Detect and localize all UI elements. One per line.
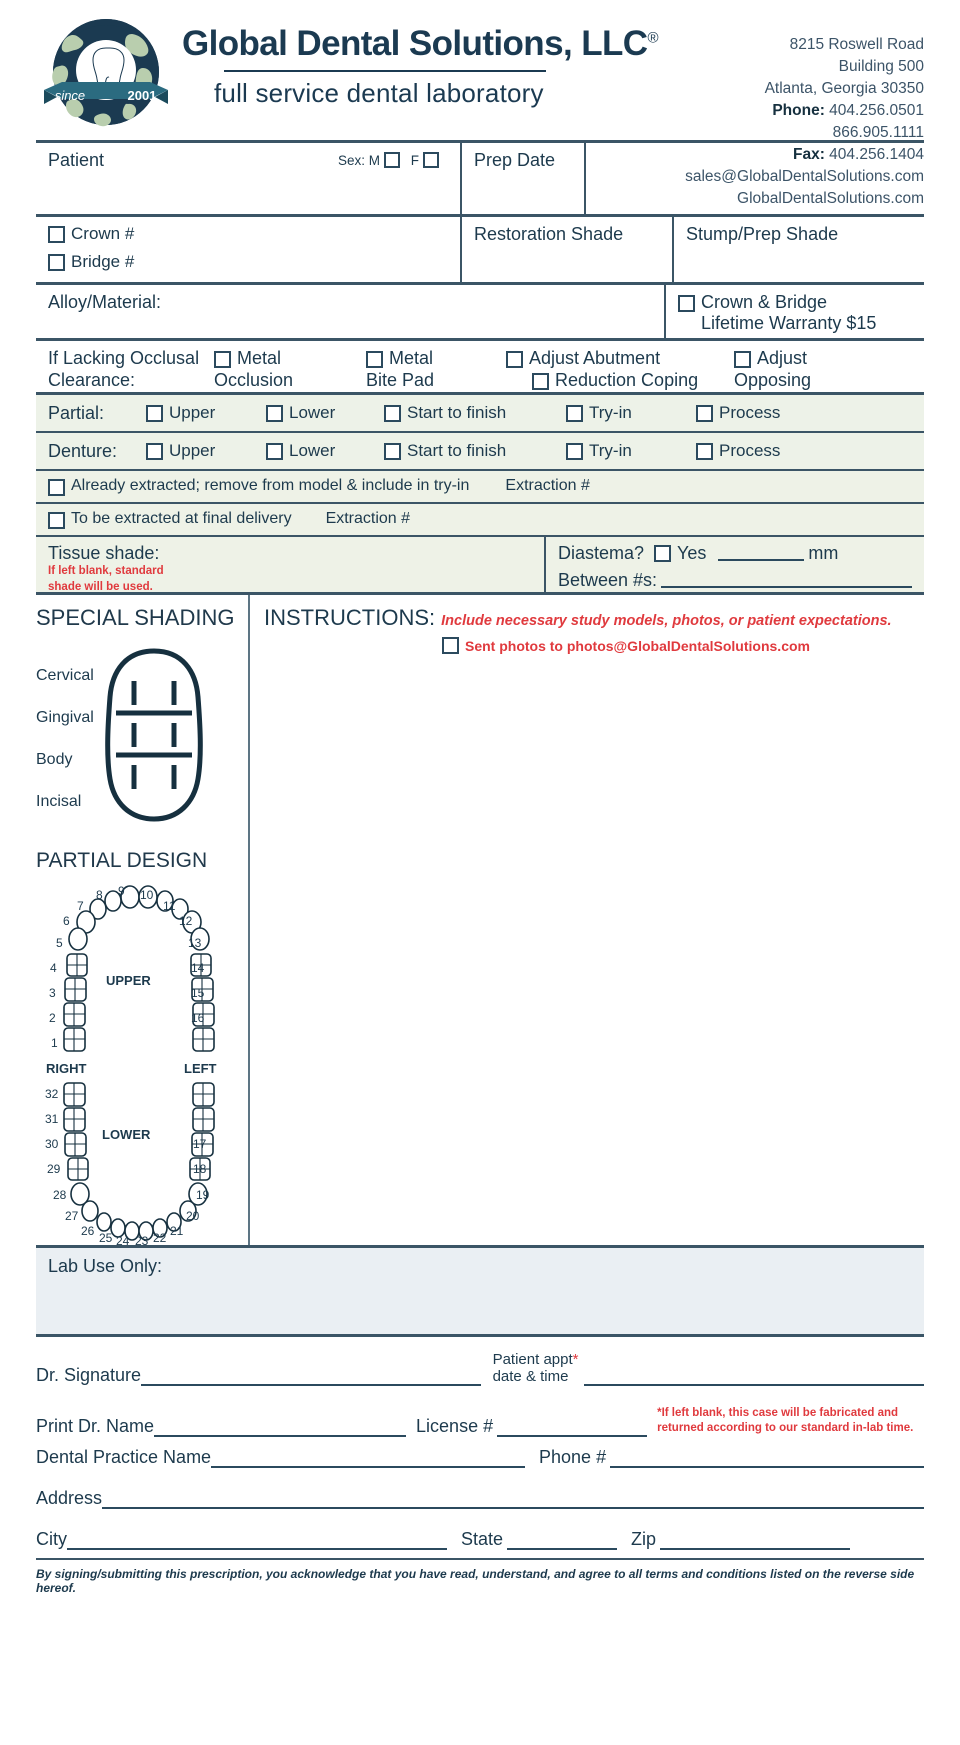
denture-process-checkbox[interactable] <box>696 443 713 460</box>
shading-level-gingival: Gingival <box>36 709 94 726</box>
patient-label: Patient <box>48 150 105 170</box>
fax-label: Fax: <box>792 146 825 163</box>
print-dr-name-input[interactable] <box>154 1417 406 1437</box>
between-label: Between #s: <box>558 570 658 590</box>
patient-appt-label <box>493 1351 579 1386</box>
tooth-number-27: 27 <box>65 1209 79 1223</box>
to-be-extracted-checkbox[interactable] <box>48 512 65 529</box>
tooth-number-20: 20 <box>186 1209 200 1223</box>
metal-bitepad-label-2: Bite Pad <box>366 369 435 390</box>
partial-upper-checkbox[interactable] <box>146 405 163 422</box>
practice-name-label: Dental Practice Name <box>36 1446 212 1467</box>
logo-year-text: 2001 <box>127 88 157 103</box>
lower-arch-label: LOWER <box>102 1127 151 1142</box>
metal-bitepad-option[interactable] <box>366 341 506 392</box>
patient-appt-input[interactable] <box>584 1366 924 1386</box>
denture-upper-option[interactable] <box>146 433 266 469</box>
tooth-number-2: 2 <box>49 1011 56 1025</box>
metal-bitepad-label-1: Metal <box>389 348 434 368</box>
adjust-abutment-label: Adjust Abutment <box>529 348 661 368</box>
left-side-label: LEFT <box>184 1061 217 1076</box>
sex-female-checkbox[interactable] <box>423 152 439 168</box>
crown-bridge-cell <box>36 217 462 282</box>
denture-startfinish-option[interactable] <box>384 433 566 469</box>
warranty-option[interactable] <box>678 292 912 334</box>
denture-startfinish-checkbox[interactable] <box>384 443 401 460</box>
alloy-cell[interactable] <box>36 285 666 338</box>
restoration-shade-cell[interactable] <box>462 217 674 282</box>
partial-lower-option[interactable] <box>266 395 384 431</box>
shading-design-column <box>36 595 248 1248</box>
practice-phone-row <box>36 1447 924 1468</box>
tooth-number-8: 8 <box>96 888 103 902</box>
crown-option[interactable] <box>48 224 448 244</box>
fax-number: 404.256.1404 <box>829 146 924 163</box>
tooth-number-26: 26 <box>81 1224 95 1238</box>
tooth-number-3: 3 <box>49 986 56 1000</box>
bridge-checkbox[interactable] <box>48 254 65 271</box>
brand-block <box>176 14 674 109</box>
partial-label: Partial: <box>48 403 105 423</box>
alloy-row <box>36 285 924 341</box>
patient-appt-asterisk: * <box>572 1351 579 1368</box>
lab-use-only-label: Lab Use Only: <box>48 1256 163 1276</box>
to-be-extracted-label: To be extracted at final delivery <box>71 510 292 527</box>
tooth-number-16: 16 <box>191 1011 205 1025</box>
shading-level-incisal: Incisal <box>36 793 82 810</box>
already-extracted-cell[interactable] <box>36 471 924 502</box>
metal-occlusion-label-2: Occlusion <box>214 369 294 390</box>
adjust-opposing-option[interactable] <box>734 341 924 392</box>
denture-upper-label: Upper <box>169 441 216 460</box>
state-label: State <box>461 1528 504 1549</box>
already-extracted-checkbox[interactable] <box>48 479 65 496</box>
patient-row <box>36 143 924 217</box>
special-shading-title: SPECIAL SHADING <box>36 605 235 630</box>
sex-group <box>338 152 446 168</box>
metal-occlusion-label-1: Metal <box>237 348 282 368</box>
logo-since-text: since <box>54 88 86 103</box>
upper-arch-label: UPPER <box>106 973 151 988</box>
partial-startfinish-label: Start to finish <box>407 403 507 422</box>
company-name-text: Global Dental Solutions, LLC <box>182 24 648 63</box>
metal-occlusion-option[interactable] <box>214 341 366 392</box>
denture-tryin-label: Try-in <box>589 441 632 460</box>
prep-date-cell[interactable] <box>462 143 586 214</box>
zip-input[interactable] <box>660 1530 850 1550</box>
reduction-coping-label: Reduction Coping <box>555 369 699 390</box>
practice-phone-label: Phone # <box>539 1446 607 1467</box>
tooth-number-9: 9 <box>118 884 125 898</box>
license-input[interactable] <box>497 1417 647 1437</box>
occlusal-label-1: If Lacking Occlusal <box>48 348 200 368</box>
denture-upper-checkbox[interactable] <box>146 443 163 460</box>
address-input[interactable] <box>102 1489 924 1509</box>
sent-photos-checkbox[interactable] <box>442 637 459 654</box>
sex-male-checkbox[interactable] <box>384 152 400 168</box>
warranty-cell[interactable] <box>666 285 924 338</box>
tooth-number-18: 18 <box>193 1162 207 1176</box>
tooth-number-15: 15 <box>191 986 205 1000</box>
tooth-number-31: 31 <box>45 1112 59 1126</box>
warranty-line-2: Lifetime Warranty $15 <box>701 313 877 334</box>
tissue-shade-cell[interactable] <box>36 537 546 592</box>
tooth-number-23: 23 <box>135 1234 149 1248</box>
mid-section <box>36 595 924 1248</box>
registered-mark: ® <box>647 29 658 47</box>
tissue-diastema-row <box>36 537 924 595</box>
contact-address-2: Building 500 <box>838 58 924 75</box>
denture-label: Denture: <box>48 441 118 461</box>
tooth-number-17: 17 <box>193 1137 207 1151</box>
tooth-number-14: 14 <box>191 961 205 975</box>
tooth-number-13: 13 <box>188 936 202 950</box>
practice-phone-input[interactable] <box>610 1448 924 1468</box>
diastema-label: Diastema? <box>558 543 645 563</box>
to-be-extracted-row <box>36 504 924 537</box>
partial-row <box>36 395 924 433</box>
tooth-number-30: 30 <box>45 1137 59 1151</box>
form-grid <box>36 140 924 595</box>
sex-female-label: F <box>410 153 419 168</box>
city-state-zip-row <box>36 1529 924 1550</box>
print-dr-name-label: Print Dr. Name <box>36 1415 155 1436</box>
contact-address-1: 8215 Roswell Road <box>789 36 924 53</box>
already-extracted-row <box>36 471 924 504</box>
city-label: City <box>36 1528 67 1549</box>
tooth-number-28: 28 <box>53 1188 67 1202</box>
instructions-title: INSTRUCTIONS: <box>264 605 436 630</box>
adjust-opposing-label-2: Opposing <box>734 369 812 390</box>
instructions-column <box>248 595 924 1245</box>
sex-male-label: M <box>368 153 380 168</box>
adjust-abutment-checkbox[interactable] <box>506 351 523 368</box>
partial-tryin-option[interactable] <box>566 395 696 431</box>
license-label: License # <box>416 1415 494 1436</box>
adjust-opposing-label-1: Adjust <box>757 348 808 368</box>
metal-bitepad-checkbox[interactable] <box>366 351 383 368</box>
company-logo <box>36 14 176 139</box>
restoration-shade-label: Restoration Shade <box>474 224 624 244</box>
phone-number-2: 866.905.1111 <box>832 124 924 141</box>
city-input[interactable] <box>67 1530 447 1550</box>
tissue-note-2: shade will be used. <box>48 580 153 593</box>
shading-level-cervical: Cervical <box>36 667 94 684</box>
bridge-label: Bridge # <box>71 252 135 271</box>
occlusal-clearance-row <box>36 341 924 395</box>
partial-tryin-label: Try-in <box>589 403 632 422</box>
tooth-number-4: 4 <box>50 961 57 975</box>
partial-process-option[interactable] <box>696 395 924 431</box>
phone-label: Phone: <box>772 102 825 119</box>
adjust-opposing-checkbox[interactable] <box>734 351 751 368</box>
denture-process-label: Process <box>719 441 781 460</box>
to-be-extracted-cell[interactable] <box>36 504 924 535</box>
address-label: Address <box>36 1487 103 1508</box>
diastema-mm-input[interactable] <box>718 547 804 561</box>
denture-startfinish-label: Start to finish <box>407 441 507 460</box>
tooth-number-19: 19 <box>196 1188 210 1202</box>
sent-photos-option[interactable] <box>442 637 924 654</box>
tooth-number-10: 10 <box>140 888 154 902</box>
tooth-chart-diagram[interactable] <box>36 877 241 1257</box>
state-input[interactable] <box>507 1530 617 1550</box>
contact-phone-row <box>674 100 924 122</box>
adjust-abutment-option[interactable] <box>506 348 722 370</box>
denture-lower-checkbox[interactable] <box>266 443 283 460</box>
bridge-option[interactable] <box>48 252 448 272</box>
between-numbers-input[interactable] <box>661 574 912 588</box>
header-spacer-cell <box>586 143 924 214</box>
abutment-coping-group <box>506 341 734 392</box>
denture-tryin-checkbox[interactable] <box>566 443 583 460</box>
patient-appt-line-1: Patient appt* <box>492 1351 579 1368</box>
metal-occlusion-checkbox[interactable] <box>214 351 231 368</box>
tooth-number-12: 12 <box>179 914 193 928</box>
partial-startfinish-checkbox[interactable] <box>384 405 401 422</box>
crown-checkbox[interactable] <box>48 226 65 243</box>
denture-process-option[interactable] <box>696 433 924 469</box>
extraction-number-label-1: Extraction # <box>505 477 590 494</box>
tooth-number-25: 25 <box>99 1231 113 1245</box>
tissue-shade-label: Tissue shade: <box>48 543 160 563</box>
tooth-number-29: 29 <box>47 1162 61 1176</box>
address-row <box>36 1488 924 1509</box>
diastema-yes-checkbox[interactable] <box>654 545 671 562</box>
partial-design-title: PARTIAL DESIGN <box>36 849 208 872</box>
reduction-coping-option[interactable] <box>532 370 722 392</box>
shading-level-labels <box>36 645 94 835</box>
denture-label-cell <box>36 433 146 469</box>
tooth-number-5: 5 <box>56 936 63 950</box>
occlusal-label-cell <box>36 341 214 392</box>
patient-cell[interactable] <box>36 143 462 214</box>
patient-appt-line-2: date & time <box>492 1368 569 1386</box>
contact-website[interactable]: GlobalDentalSolutions.com <box>737 190 924 207</box>
brand-divider <box>224 70 546 72</box>
instructions-header <box>264 605 924 631</box>
company-name <box>182 26 674 61</box>
partial-upper-label: Upper <box>169 403 216 422</box>
sex-label: Sex: <box>337 153 365 168</box>
between-numbers-row[interactable] <box>558 570 912 591</box>
prep-date-label: Prep Date <box>474 150 556 170</box>
tissue-note-1: If left blank, standard <box>48 565 164 577</box>
tooth-number-1: 1 <box>51 1036 58 1050</box>
warranty-text <box>701 292 876 334</box>
blank-note <box>657 1406 913 1437</box>
tooth-number-21: 21 <box>170 1224 184 1238</box>
already-extracted-label: Already extracted; remove from model & include in try-in <box>71 477 470 494</box>
partial-lower-checkbox[interactable] <box>266 405 283 422</box>
stump-shade-label: Stump/Prep Shade <box>686 224 839 244</box>
sent-photos-label: Sent photos to photos@GlobalDentalSolutions.com <box>465 637 810 654</box>
contact-address-3: Atlanta, Georgia 30350 <box>764 80 924 97</box>
crown-bridge-row <box>36 217 924 285</box>
denture-row <box>36 433 924 471</box>
reduction-coping-checkbox[interactable] <box>532 373 549 390</box>
stump-shade-cell[interactable] <box>674 217 924 282</box>
dr-signature-label: Dr. Signature <box>36 1364 142 1385</box>
shading-level-body: Body <box>36 751 73 768</box>
denture-tryin-option[interactable] <box>566 433 696 469</box>
denture-lower-label: Lower <box>289 441 336 460</box>
partial-label-cell <box>36 395 146 431</box>
warranty-checkbox[interactable] <box>678 295 695 312</box>
instructions-subtitle: Include necessary study models, photos, or patient expectations. <box>441 613 892 629</box>
shading-diagram-wrap <box>36 645 248 835</box>
partial-process-checkbox[interactable] <box>696 405 713 422</box>
print-name-license-row <box>36 1406 924 1437</box>
blank-note-1: *If left blank, this case will be fabricated and <box>657 1406 899 1419</box>
crown-label: Crown # <box>71 224 135 243</box>
partial-lower-label: Lower <box>289 403 336 422</box>
tooth-number-32: 32 <box>45 1087 59 1101</box>
tooth-number-11: 11 <box>163 899 176 913</box>
right-side-label: RIGHT <box>46 1061 87 1076</box>
tooth-number-6: 6 <box>63 914 70 928</box>
zip-label: Zip <box>631 1528 657 1549</box>
partial-upper-option[interactable] <box>146 395 266 431</box>
practice-name-input[interactable] <box>211 1448 525 1468</box>
diastema-cell <box>546 537 924 592</box>
tooth-shading-diagram[interactable] <box>94 645 214 825</box>
tooth-number-24: 24 <box>116 1234 130 1248</box>
partial-tryin-checkbox[interactable] <box>566 405 583 422</box>
blank-note-2: returned according to our standard in-lab time. <box>657 1422 914 1435</box>
dr-signature-input[interactable] <box>141 1366 481 1386</box>
signature-section <box>36 1337 924 1595</box>
footer-terms-note: By signing/submitting this prescription, you acknowledge that you have read, understand, and agree to all terms and conditions listed on the reverse side hereof. <box>36 1558 924 1595</box>
denture-lower-option[interactable] <box>266 433 384 469</box>
alloy-label: Alloy/Material: <box>48 292 162 312</box>
tooth-number-22: 22 <box>153 1231 167 1245</box>
warranty-line-1: Crown & Bridge <box>701 292 828 312</box>
diastema-row[interactable] <box>558 543 912 564</box>
signature-row <box>36 1351 924 1386</box>
phone-number-1: 404.256.0501 <box>829 102 924 119</box>
contact-email[interactable]: sales@GlobalDentalSolutions.com <box>685 168 924 185</box>
partial-process-label: Process <box>719 403 781 422</box>
diastema-yes-label: Yes <box>677 543 707 563</box>
partial-startfinish-option[interactable] <box>384 395 566 431</box>
extraction-number-label-2: Extraction # <box>325 510 411 527</box>
tooth-number-7: 7 <box>77 899 84 913</box>
occlusal-label-2: Clearance: <box>48 369 136 390</box>
diastema-mm-label: mm <box>808 543 839 563</box>
company-tagline: full service dental laboratory <box>214 78 544 108</box>
